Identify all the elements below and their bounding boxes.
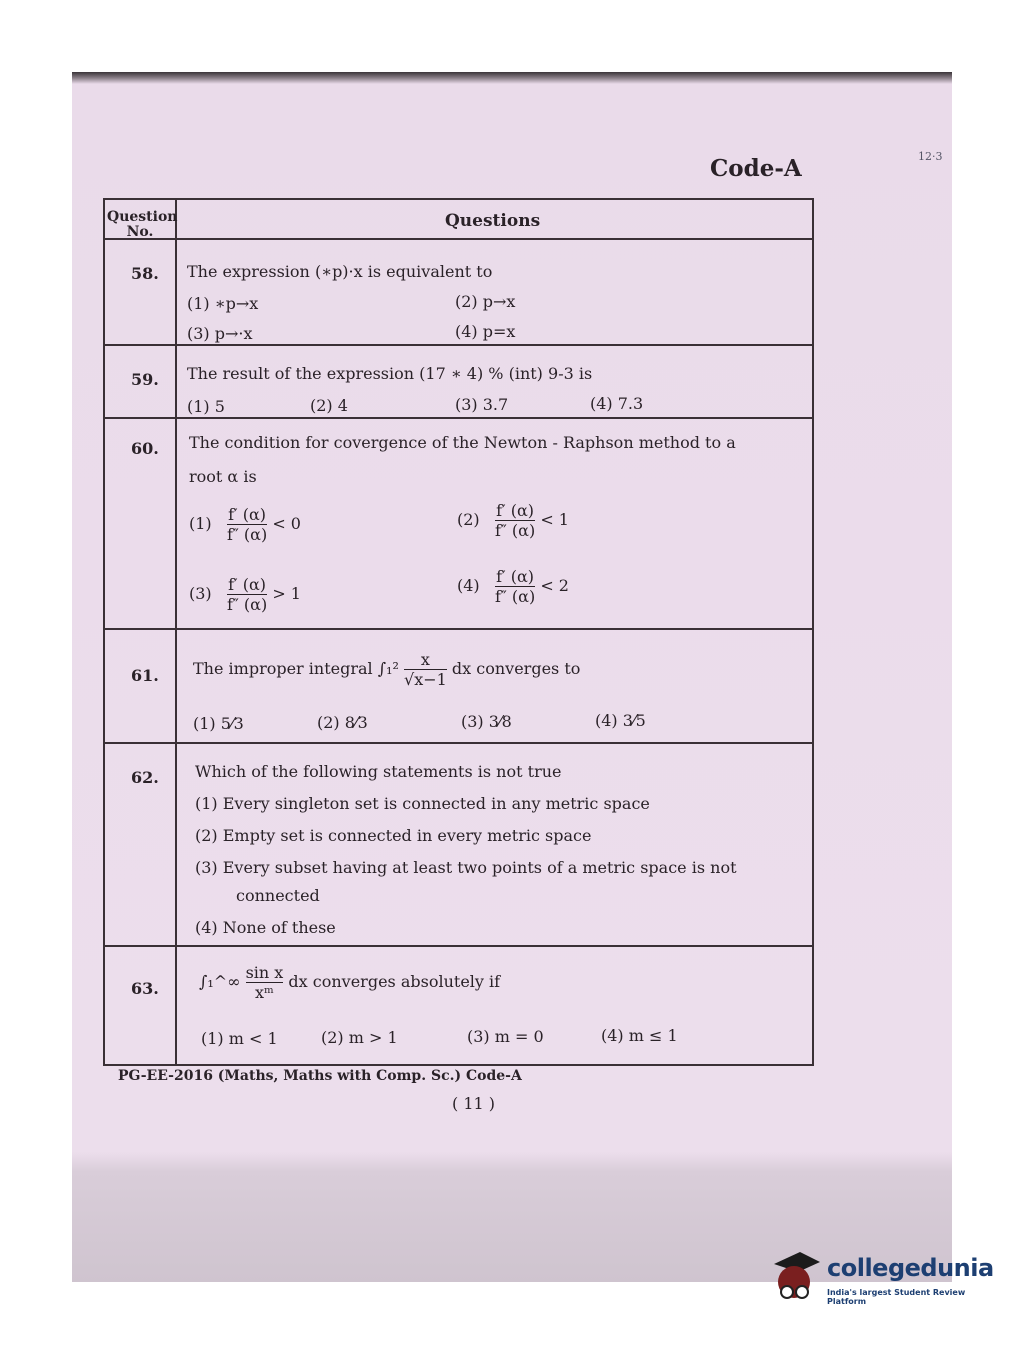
header-question-no: Question No. <box>107 209 178 240</box>
option: (3) p→·x <box>187 324 253 343</box>
question-number: 62. <box>131 768 159 787</box>
option: connected <box>236 886 320 905</box>
question-63 <box>105 945 812 1062</box>
question-number: 61. <box>131 666 159 685</box>
exam-footer: PG-EE-2016 (Maths, Maths with Comp. Sc.) Code-A <box>118 1068 522 1084</box>
option: (4) p=x <box>455 322 516 341</box>
question-text: dx converges absolutely if <box>288 972 501 991</box>
option: (2) 8⁄3 <box>317 713 368 732</box>
fraction: $\frac{f' (\alpha)}{f'' (\alpha)}$ <box>494 567 536 606</box>
table-header <box>105 200 812 240</box>
option: (4) 3⁄5 <box>595 711 646 730</box>
question-text: root α is <box>189 467 257 486</box>
relation: < 0 <box>272 514 301 533</box>
option-label: (2) <box>457 510 480 529</box>
option-label: (3) <box>189 584 212 603</box>
option: (1) Every singleton set is connected in any metric space <box>195 794 650 813</box>
option: (1) 5⁄3 <box>193 714 244 733</box>
question-text: The result of the expression (17 ∗ 4) % (int) 9-3 is <box>187 364 593 383</box>
question-60 <box>105 417 812 630</box>
header-questions: Questions <box>445 211 541 231</box>
option: (4) 7.3 <box>590 394 644 413</box>
integral-sign: ∫₁² <box>377 659 399 678</box>
option-label: (4) <box>457 576 480 595</box>
question-number: 59. <box>131 370 159 389</box>
question-62 <box>105 742 812 947</box>
option: (1) m < 1 <box>201 1029 278 1048</box>
option: (2) Empty set is connected in every metric space <box>195 826 592 845</box>
question-58 <box>105 238 812 346</box>
question-text: The expression (∗p)·x is equivalent to <box>187 262 493 281</box>
question-text: Which of the following statements is not true <box>195 762 562 781</box>
relation: < 2 <box>540 576 569 595</box>
option: (1) ∗p→x <box>187 294 259 313</box>
option: (2) 4 <box>310 396 348 415</box>
question-59 <box>105 344 812 419</box>
margin-note: 12·3 <box>918 150 943 163</box>
option: (2) p→x <box>455 292 516 311</box>
question-text: dx converges to <box>451 659 581 678</box>
logo-tagline: India's largest Student Review Platform <box>827 1288 966 1306</box>
option-label: (1) <box>189 514 212 533</box>
questions-table <box>103 198 814 1066</box>
fraction: $\frac{f' (\alpha)}{f'' (\alpha)}$ <box>226 575 268 614</box>
option: (2) m > 1 <box>321 1028 398 1047</box>
question-61 <box>105 628 812 744</box>
option: (3) 3.7 <box>455 395 509 414</box>
mascot-icon <box>770 1250 822 1306</box>
question-number: 63. <box>131 979 159 998</box>
relation: < 1 <box>540 510 569 529</box>
option: (3) 3⁄8 <box>461 712 512 731</box>
relation: > 1 <box>272 584 301 603</box>
question-text: The condition for covergence of the Newton - Raphson method to a <box>189 433 736 452</box>
option: (3) m = 0 <box>467 1027 544 1046</box>
option: (1) 5 <box>187 397 225 416</box>
collegedunia-logo <box>770 1250 1000 1310</box>
integral-sign: ∫₁^∞ <box>199 972 241 991</box>
fraction: $\frac{x}{√x-1}$ <box>404 650 447 689</box>
logo-name: collegedunia <box>827 1254 994 1282</box>
question-text: The improper integral <box>193 659 373 678</box>
fraction: $\frac{\text{sin x}}{\text{xᵐ}}$ <box>245 963 284 1002</box>
fraction: $\frac{f' (\alpha)}{f'' (\alpha)}$ <box>226 505 268 544</box>
question-number: 58. <box>131 264 159 283</box>
page-number: ( 11 ) <box>452 1094 496 1113</box>
fraction: $\frac{f' (\alpha)}{f'' (\alpha)}$ <box>494 501 536 540</box>
option: (4) None of these <box>195 918 336 937</box>
question-number: 60. <box>131 439 159 458</box>
option: (4) m ≤ 1 <box>601 1026 678 1045</box>
paper-code: Code-A <box>710 155 802 182</box>
option: (3) Every subset having at least two points of a metric space is not <box>195 858 737 877</box>
